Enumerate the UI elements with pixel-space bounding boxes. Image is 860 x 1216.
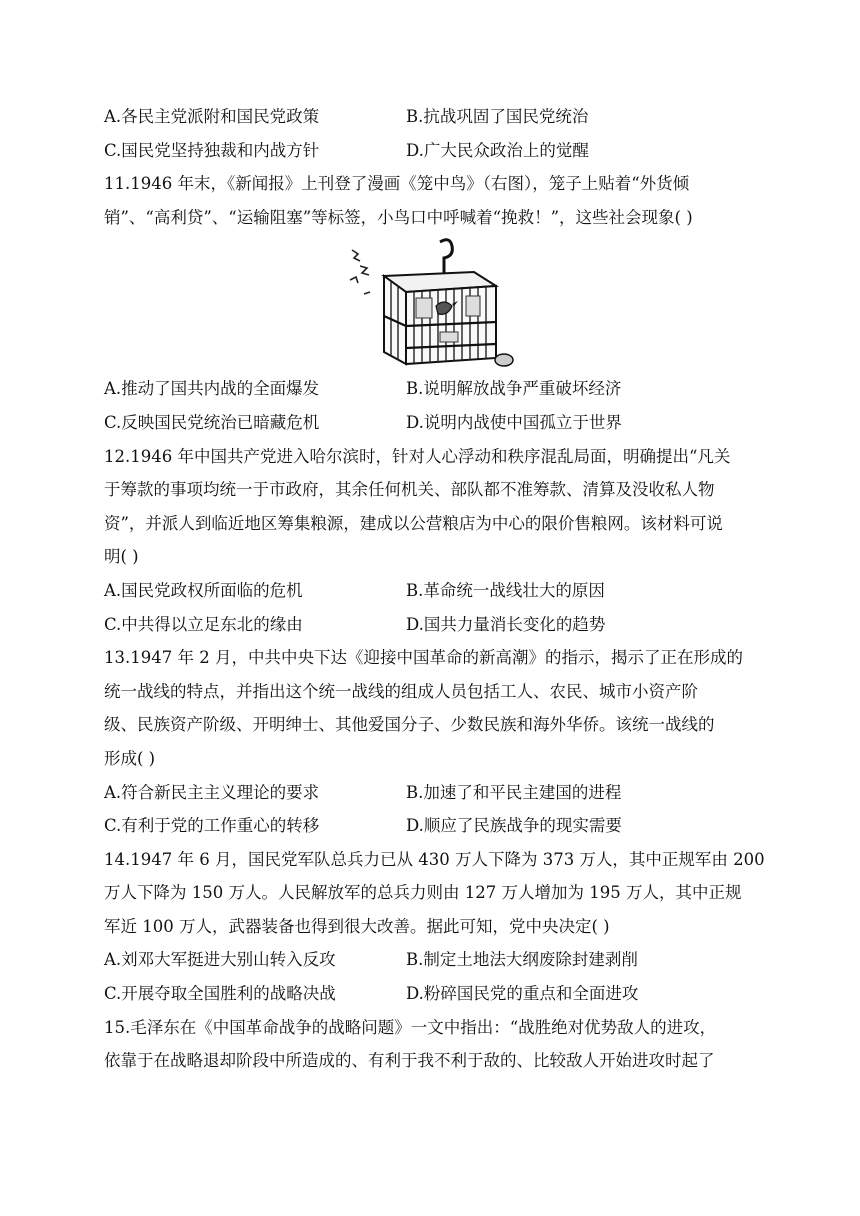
q11-stem-line-1: 11.1946 年末，《新闻报》上刊登了漫画《笼中鸟》（右图），笼子上贴着“外货倾 bbox=[104, 174, 690, 194]
q11-figure bbox=[104, 234, 754, 372]
q13-option-d[interactable]: D.顺应了民族战争的现实需要 bbox=[406, 816, 622, 836]
birdcage-cartoon-icon bbox=[344, 236, 514, 370]
q12-stem-line-4: 明( ) bbox=[104, 547, 139, 567]
q13-options-row-2 bbox=[104, 809, 754, 843]
q12-stem-line-3: 资”，并派人到临近地区筹集粮源，建成以公营粮店为中心的限价售粮网。该材料可说 bbox=[104, 513, 723, 533]
q13-stem-line-4: 形成( ) bbox=[104, 748, 156, 768]
q12-option-b[interactable]: B.革命统一战线壮大的原因 bbox=[406, 580, 605, 600]
q13-option-c[interactable]: C.有利于党的工作重心的转移 bbox=[104, 816, 320, 836]
q11-options-row-1 bbox=[104, 372, 754, 406]
q14-option-c[interactable]: C.开展夺取全国胜利的战略决战 bbox=[104, 984, 336, 1004]
q14-options-row-1 bbox=[104, 943, 754, 977]
q13-options-row-1 bbox=[104, 776, 754, 810]
q10-options-row-2 bbox=[104, 134, 754, 168]
q11-option-c[interactable]: C.反映国民党统治已暗藏危机 bbox=[104, 412, 320, 432]
q11-option-d[interactable]: D.说明内战使中国孤立于世界 bbox=[406, 412, 622, 432]
q15-stem-line-1: 15.毛泽东在《中国革命战争的战略问题》一文中指出：“战胜绝对优势敌人的进攻， bbox=[104, 1017, 717, 1037]
q11-options-row-2 bbox=[104, 406, 754, 440]
q14-option-a[interactable]: A.刘邓大军挺进大别山转入反攻 bbox=[104, 950, 336, 970]
q14-stem-line-3: 军近 100 万人，武器装备也得到很大改善。据此可知，党中央决定( ) bbox=[104, 916, 610, 936]
q12-options-row-2 bbox=[104, 608, 754, 642]
q13-option-a[interactable]: A.符合新民主主义理论的要求 bbox=[104, 782, 320, 802]
q10-option-c[interactable]: C.国民党坚持独裁和内战方针 bbox=[104, 140, 320, 160]
q10-option-b[interactable]: B.抗战巩固了国民党统治 bbox=[406, 107, 589, 126]
q11-option-a[interactable]: A.推动了国共内战的全面爆发 bbox=[104, 379, 320, 399]
question-content bbox=[104, 100, 765, 1078]
q14-option-b[interactable]: B.制定土地法大纲废除封建剥削 bbox=[406, 950, 638, 970]
q14-stem-line-2: 万人下降为 150 万人。人民解放军的总兵力则由 127 万人增加为 195 万人，其中正规 bbox=[104, 883, 742, 903]
q12-option-d[interactable]: D.国共力量消长变化的趋势 bbox=[406, 614, 606, 634]
q12-stem-line-1: 12.1946 年中国共产党进入哈尔滨时，针对人心浮动和秩序混乱局面，明确提出“凡关 bbox=[104, 446, 731, 466]
q11-option-b[interactable]: B.说明解放战争严重破坏经济 bbox=[406, 379, 622, 399]
q13-option-b[interactable]: B.加速了和平民主建国的进程 bbox=[406, 782, 622, 802]
q14-option-d[interactable]: D.粉碎国民党的重点和全面进攻 bbox=[406, 984, 639, 1004]
q13-stem-line-1: 13.1947 年 2 月，中共中央下达《迎接中国革命的新高潮》的指示，揭示了正在形成的 bbox=[104, 648, 743, 668]
q10-option-d[interactable]: D.广大民众政治上的觉醒 bbox=[406, 140, 589, 160]
q12-options-row-1 bbox=[104, 574, 754, 608]
q12-stem-line-2: 于筹款的事项均统一于市政府，其余任何机关、部队都不准筹款、清算及没收私人物 bbox=[104, 480, 715, 500]
q10-option-a[interactable]: A.各民主党派附和国民党政策 bbox=[104, 107, 320, 126]
q15-stem-line-2: 依靠于在战略退却阶段中所造成的、有利于我不利于敌的、比较敌人开始进攻时起了 bbox=[104, 1051, 715, 1071]
q12-option-c[interactable]: C.中共得以立足东北的缘由 bbox=[104, 614, 303, 634]
q11-stem-line-2: 销”、“高利贷”、“运输阻塞”等标签，小鸟口中呼喊着“挽救！”，这些社会现象( ) bbox=[104, 207, 693, 227]
q12-option-a[interactable]: A.国民党政权所面临的危机 bbox=[104, 580, 303, 600]
q13-stem-line-3: 级、民族资产阶级、开明绅士、其他爱国分子、少数民族和海外华侨。该统一战线的 bbox=[104, 715, 715, 735]
q14-stem-line-1: 14.1947 年 6 月，国民党军队总兵力已从 430 万人下降为 373 万人，其中正规军由 200 bbox=[104, 849, 765, 869]
q10-options-row-1 bbox=[104, 100, 754, 134]
q13-stem-line-2: 统一战线的特点，并指出这个统一战线的组成人员包括工人、农民、城市小资产阶 bbox=[104, 681, 698, 701]
q14-options-row-2 bbox=[104, 977, 754, 1011]
